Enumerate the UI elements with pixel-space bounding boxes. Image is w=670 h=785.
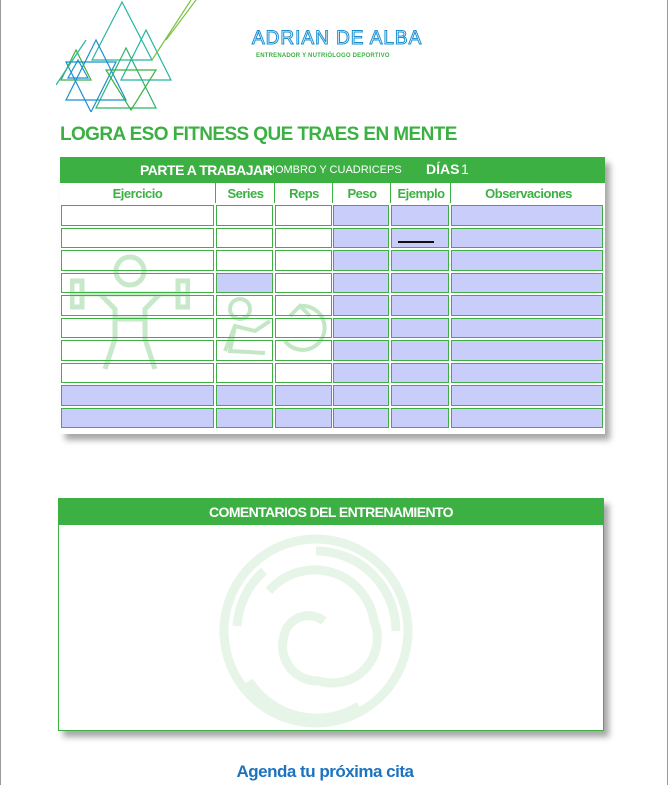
- table-cell-peso[interactable]: [333, 250, 389, 271]
- table-cell-ejemplo[interactable]: [391, 250, 449, 271]
- brand-logo: [56, 0, 423, 112]
- table-cell-observaciones[interactable]: [451, 273, 603, 294]
- column-headers: [60, 183, 605, 203]
- table-cell-series[interactable]: [216, 385, 273, 406]
- page-border-left: [0, 0, 1, 785]
- brand-name: ADRIAN DE ALBA: [252, 28, 423, 49]
- table-cell-observaciones[interactable]: [451, 250, 603, 271]
- table-cell-ejemplo[interactable]: [391, 340, 449, 361]
- table-cell-reps[interactable]: [275, 250, 332, 271]
- table-cell-peso[interactable]: [333, 340, 389, 361]
- table-cell-series[interactable]: [216, 228, 273, 249]
- col-reps: Reps: [274, 183, 333, 203]
- comments-title: COMENTARIOS DEL ENTRENAMIENTO: [59, 499, 603, 525]
- table-cell-peso[interactable]: [333, 385, 389, 406]
- table-cell-observaciones[interactable]: [451, 205, 603, 226]
- training-pair-watermark-icon: [215, 291, 335, 361]
- table-cell-observaciones[interactable]: [451, 385, 603, 406]
- brand-tagline: ENTRENADOR Y NUTRIÓLOGO DEPORTIVO: [256, 53, 390, 59]
- part-label: PARTE A TRABAJAR: [140, 162, 273, 178]
- page-headline: LOGRA ESO FITNESS QUE TRAES EN MENTE: [60, 124, 457, 145]
- table-cell-reps[interactable]: [275, 363, 332, 384]
- training-table: [60, 157, 605, 434]
- days-value[interactable]: 1: [461, 161, 469, 177]
- table-body: [60, 203, 605, 434]
- table-cell-peso[interactable]: [333, 273, 389, 294]
- comments-box[interactable]: [58, 498, 604, 731]
- table-cell-reps[interactable]: [275, 273, 332, 294]
- table-cell-peso[interactable]: [333, 205, 389, 226]
- weightlifter-watermark-icon: [70, 249, 190, 374]
- table-cell-series[interactable]: [216, 205, 273, 226]
- table-cell-series[interactable]: [216, 408, 273, 429]
- col-observaciones: Observaciones: [450, 183, 606, 203]
- table-cell-ejemplo[interactable]: [391, 273, 449, 294]
- table-cell-ejemplo[interactable]: [391, 205, 449, 226]
- triangle-logo-icon: [56, 0, 256, 112]
- comments-body[interactable]: [67, 533, 595, 723]
- table-cell-peso[interactable]: [333, 318, 389, 339]
- table-cell-ejemplo[interactable]: [391, 318, 449, 339]
- page-border-right: [667, 0, 668, 785]
- col-ejemplo: Ejemplo: [390, 183, 451, 203]
- table-cell-series[interactable]: [216, 273, 273, 294]
- col-ejercicio: Ejercicio: [112, 186, 163, 201]
- table-cell-observaciones[interactable]: [451, 295, 603, 316]
- table-cell-ejercicio[interactable]: [61, 205, 214, 226]
- table-cell-series[interactable]: [216, 250, 273, 271]
- table-cell-ejemplo[interactable]: [391, 408, 449, 429]
- table-cell-ejemplo[interactable]: [391, 363, 449, 384]
- part-value[interactable]: HOMBRO Y CUADRICEPS: [267, 164, 402, 176]
- table-header-bar: [60, 157, 605, 183]
- footer-cta[interactable]: Agenda tu próxima cita: [236, 762, 414, 781]
- col-peso: Peso: [332, 183, 391, 203]
- col-series: Series: [215, 183, 275, 203]
- table-cell-series[interactable]: [216, 363, 273, 384]
- table-cell-peso[interactable]: [333, 408, 389, 429]
- table-cell-observaciones[interactable]: [451, 340, 603, 361]
- table-cell-observaciones[interactable]: [451, 318, 603, 339]
- table-cell-peso[interactable]: [333, 295, 389, 316]
- table-cell-ejemplo[interactable]: [391, 385, 449, 406]
- table-cell-ejercicio[interactable]: [61, 385, 214, 406]
- table-cell-ejemplo[interactable]: [391, 295, 449, 316]
- table-cell-observaciones[interactable]: [451, 228, 603, 249]
- table-cell-ejemplo[interactable]: [391, 228, 449, 249]
- table-cell-reps[interactable]: [275, 228, 332, 249]
- table-cell-peso[interactable]: [333, 228, 389, 249]
- table-cell-reps[interactable]: [275, 408, 332, 429]
- table-cell-reps[interactable]: [275, 385, 332, 406]
- table-cell-peso[interactable]: [333, 363, 389, 384]
- example-dash-mark: [398, 241, 434, 243]
- table-cell-ejercicio[interactable]: [61, 228, 214, 249]
- table-cell-reps[interactable]: [275, 205, 332, 226]
- table-cell-ejercicio[interactable]: [61, 408, 214, 429]
- days-label: DÍAS: [426, 161, 460, 177]
- table-cell-observaciones[interactable]: [451, 408, 603, 429]
- table-cell-observaciones[interactable]: [451, 363, 603, 384]
